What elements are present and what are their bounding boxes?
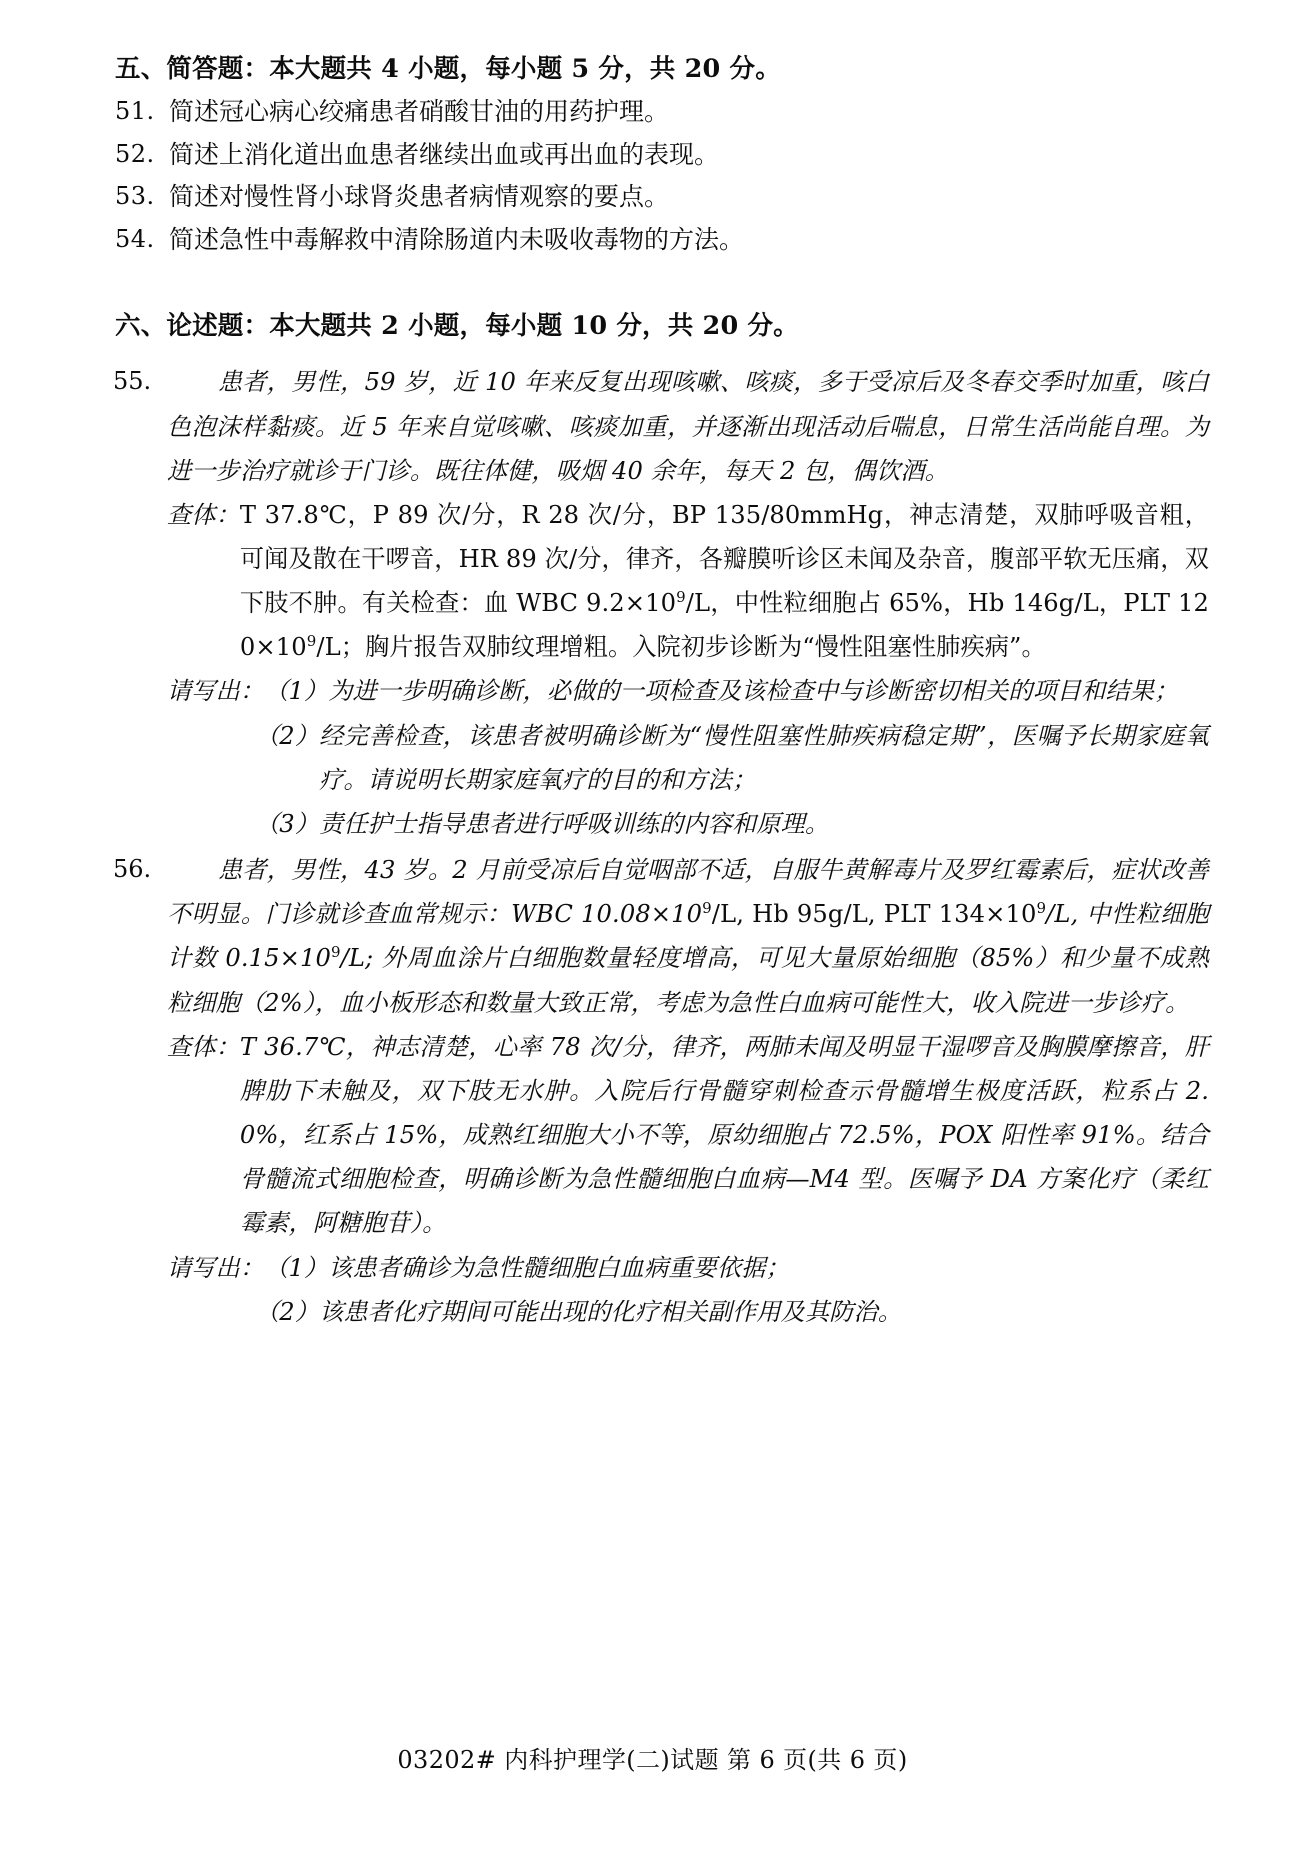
- essay-physical-exam: [167, 1025, 1209, 1246]
- physical-exam-text: [240, 493, 1209, 670]
- page-footer: 03202# 内科护理学(二)试题 第 6 页(共 6 页): [397, 1746, 908, 1774]
- question-item: [115, 93, 1209, 132]
- essay-number: 56.: [113, 855, 152, 884]
- question-number: 53.: [115, 182, 155, 211]
- sub-question-marker: （1）: [264, 677, 329, 706]
- case-part-1: 患者，男性，43 岁。2 月前受凉后自觉咽部不适，自服牛黄解毒片及罗红霉素后，症状改善不明显。门诊就诊查血常规示：WBC 10.08×10: [167, 856, 1209, 929]
- sub-question-marker: （2）: [255, 721, 320, 750]
- heading-spacer: [105, 350, 1209, 360]
- question-item: [115, 136, 1209, 175]
- exponent-2: 9: [306, 632, 317, 651]
- physical-exam-text: T 36.7℃，神志清楚，心率 78 次/分，律齐，两肺未闻及明显干湿啰音及胸膜摩擦音，肝脾肋下未触及，双下肢无水肿。入院后行骨髓穿刺检查示骨髓增生极度活跃，粒系占 2.0%，红系占 15%，成熟红细胞大小不等，原幼细胞占 72.5%，POX 阳性率 91%。结合骨髓流式细胞检查，明确诊断为急性髓细胞白血病—M4 型。医嘱予 DA 方案化疗（柔红霉素，阿糖胞苷）。: [239, 1032, 1209, 1238]
- section-spacer: [105, 263, 1209, 309]
- sub-question-item: [255, 1290, 1209, 1334]
- sub-question-marker: （1）: [264, 1253, 329, 1282]
- question-item: [115, 221, 1209, 260]
- exponent-3: 9: [330, 943, 341, 962]
- sub-question-text: 经完善检查，该患者被明确诊断为“慢性阻塞性肺疾病稳定期”，医嘱予长期家庭氧疗。请说明长期家庭氧疗的目的和方法；: [319, 721, 1209, 794]
- essay-ask-row: [167, 1246, 1209, 1290]
- essay-question-55: [105, 360, 1209, 846]
- sub-question-text: 该患者化疗期间可能出现的化疗相关副作用及其防治。: [319, 1297, 902, 1326]
- physical-exam-part-2: /L，中性粒细胞占 65%，Hb 146g/L，PLT 120×10: [239, 589, 1209, 662]
- case-part-2: /L, Hb 95g/L, PLT 134×10: [711, 900, 1037, 929]
- question-number: 51.: [115, 97, 155, 126]
- question-number: 52.: [115, 139, 155, 168]
- essay-ask-row: [167, 669, 1209, 713]
- sub-question-text: 该患者确诊为急性髓细胞白血病重要依据；: [328, 1253, 790, 1282]
- physical-exam-part-1: T 37.8℃，P 89 次/分，R 28 次/分，BP 135/80mmHg，神志清楚，双肺呼吸音粗，可闻及散在干啰音，HR 89 次/分，律齐，各瓣膜听诊区未闻及杂音，腹部平软无压痛，双下肢不肿。有关检查：血 WBC 9.2×10: [239, 500, 1209, 618]
- section-heading-six: 六、论述题：本大题共 2 小题，每小题 10 分，共 20 分。: [115, 311, 799, 342]
- sub-question-text: 责任护士指导患者进行呼吸训练的内容和原理。: [319, 809, 830, 838]
- question-text: 简述急性中毒解救中清除肠道内未吸收毒物的方法。: [169, 224, 745, 254]
- essay-case-paragraph: 患者，男性，59 岁，近 10 年来反复出现咳嗽、咳痰，多于受凉后及冬春交季时加重，咳白色泡沫样黏痰。近 5 年来自觉咳嗽、咳痰加重，并逐渐出现活动后喘息，日常生活尚能自理。为进一步治疗就诊于门诊。既往体健，吸烟 40 余年，每天 2 包，偶饮酒。: [167, 368, 1209, 485]
- sub-question-first: [264, 1246, 1209, 1290]
- question-text: 简述冠心病心绞痛患者硝酸甘油的用药护理。: [169, 97, 670, 127]
- sub-question-marker: （3）: [255, 809, 320, 838]
- sub-question-item: [255, 714, 1209, 802]
- sub-question-text: 为进一步明确诊断，必做的一项检查及该检查中与诊断密切相关的项目和结果；: [328, 677, 1179, 706]
- essay-case-paragraph: [167, 848, 1209, 1025]
- physical-exam-part-3: /L；胸片报告双肺纹理增粗。入院初步诊断为“慢性阻塞性肺疾病”。: [316, 633, 1046, 662]
- case-part-4: /L; 外周血涂片白细胞数量轻度增高，可见大量原始细胞（85%）和少量不成熟粒细胞（2%），血小板形态和数量大致正常，考虑为急性白血病可能性大，收入院进一步诊疗。: [167, 944, 1209, 1017]
- exponent-2: 9: [1036, 899, 1047, 918]
- exponent-1: 9: [702, 899, 712, 918]
- section-heading-five: 五、简答题：本大题共 4 小题，每小题 5 分，共 20 分。: [115, 54, 781, 84]
- case-part-3: /L, 中性粒细胞计数 0.15×10: [167, 900, 1209, 973]
- question-item: [115, 178, 1209, 217]
- question-text: 简述上消化道出血患者继续出血或再出血的表现。: [169, 139, 720, 169]
- essay-question-56: [105, 848, 1209, 1334]
- ask-label: 请写出：: [167, 677, 265, 706]
- sub-question-item: [255, 802, 1209, 846]
- physical-exam-label: 查体：: [167, 1032, 240, 1061]
- ask-label: 请写出：: [167, 1253, 265, 1282]
- sub-question-marker: （2）: [255, 1297, 320, 1326]
- question-number: 54.: [115, 224, 155, 253]
- essay-number: 55.: [113, 367, 152, 396]
- essay-physical-exam: [167, 493, 1209, 670]
- physical-exam-label: 查体：: [167, 500, 240, 529]
- exponent-1: 9: [676, 588, 686, 607]
- sub-question-first: [264, 669, 1209, 713]
- question-text: 简述对慢性肾小球肾炎患者病情观察的要点。: [169, 182, 670, 212]
